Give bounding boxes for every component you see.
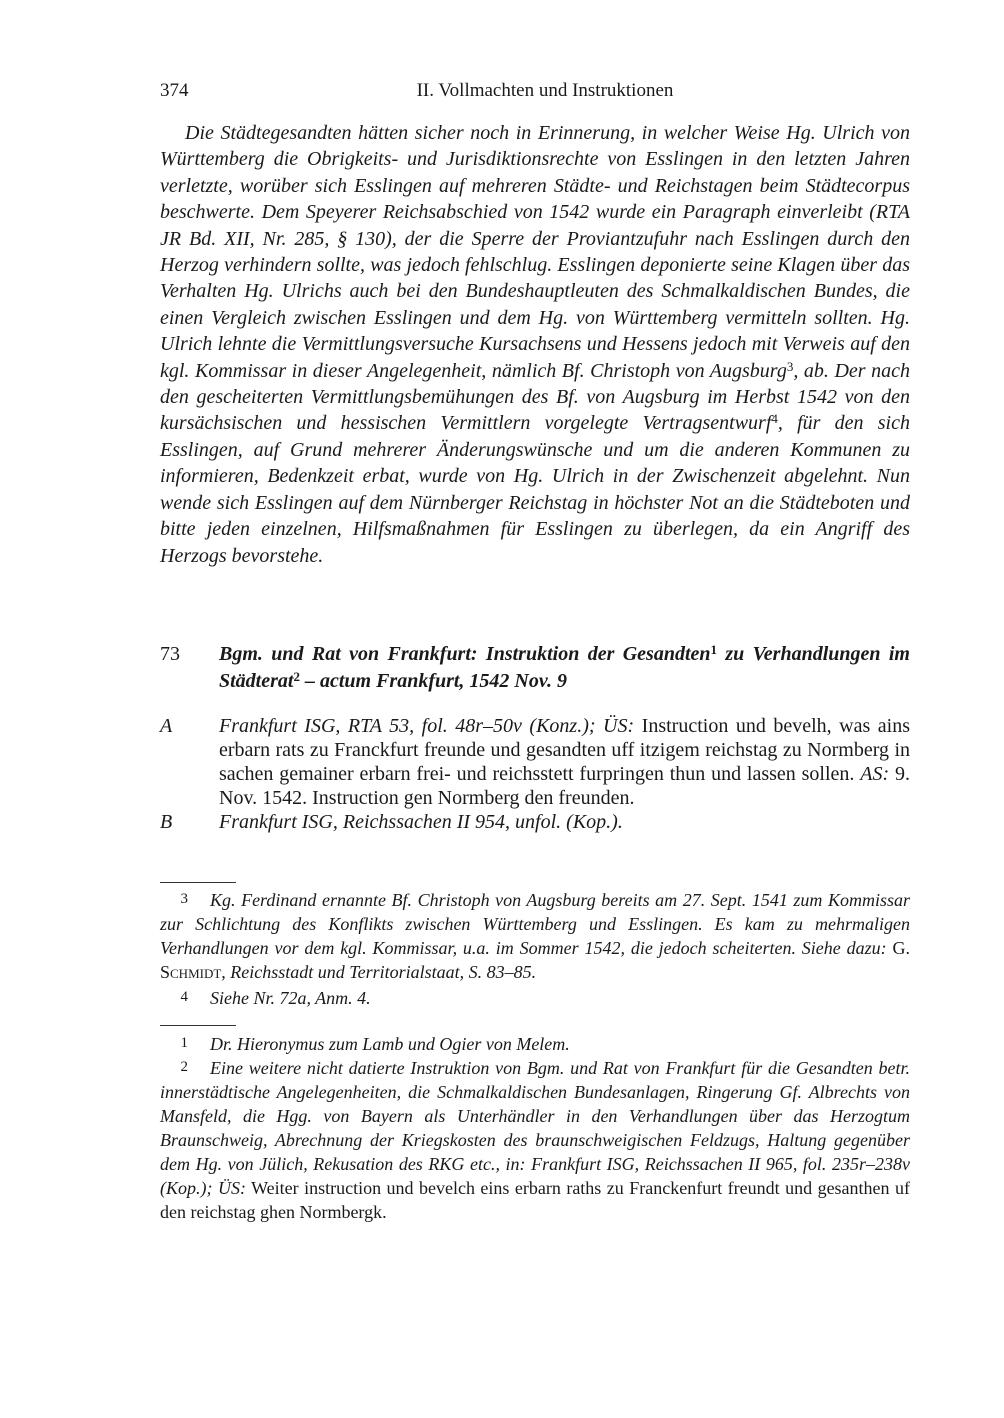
document-heading <box>160 641 910 695</box>
source-a-location: Frankfurt ISG, RTA 53, fol. 48r–50v (Konz.); ÜS: <box>219 715 635 737</box>
source-a-archive-note: 9. Nov. 1542. Instruction gen Normberg den freunden. <box>219 763 910 809</box>
source-siglum-b: B <box>160 811 173 833</box>
footnote-ref-3[interactable]: 3 <box>786 358 794 374</box>
running-title: II. Vollmachten und Instruktionen <box>416 80 674 101</box>
footnote-3 <box>160 887 910 984</box>
footnote-rule-document <box>160 1025 236 1026</box>
footnote-1 <box>160 1031 910 1056</box>
footnote-3-author: G. Schmidt <box>160 938 910 982</box>
footnote-1-mark: 1 <box>180 1035 188 1051</box>
footnote-rule <box>160 882 236 883</box>
summary-paragraph <box>160 120 910 569</box>
footnote-ref-1[interactable]: 1 <box>710 642 718 657</box>
footnote-3-text: Kg. Ferdinand ernannte Bf. Christoph von Augsburg bereits am 27. Sept. 1541 zum Kommissar zur Schlichtung des Konflikts zwischen Württemberg und Esslingen. Es kam zu mehrmaligen Verhandlungen vor dem kgl. Kommissar, u.a. im Sommer 1542, die jedoch scheiterten. Siehe dazu: <box>160 890 910 958</box>
source-b-location: Frankfurt ISG, Reichssachen II 954, unfol. (Kop.). <box>219 811 623 833</box>
footnote-2-heading-text: Weiter instruction und bevelch eins erbarn raths zu Franckenfurt freundt und gesanthen uf den reichstag ghen Normbergk. <box>160 1178 910 1222</box>
footnote-ref-2[interactable]: 2 <box>293 669 300 684</box>
source-b-text <box>219 810 910 834</box>
source-siglum-a: A <box>160 715 173 737</box>
document-title <box>219 641 910 695</box>
page-number: 374 <box>160 80 189 101</box>
footnote-1-text: Dr. Hieronymus zum Lamb und Ogier von Melem. <box>210 1034 570 1054</box>
document-title-part-1: Bgm. und Rat von Frankfurt: Instruktion der Gesandten <box>219 643 711 665</box>
source-a <box>160 714 910 810</box>
summary-text-2: , ab. Der nach den gescheiterten Vermittlungsbemühungen des Bf. von Augsburg im Herbst 1542 von den kursächsischen und hessischen Vermittlern vorgelegte Vertragsentwurf <box>160 359 910 435</box>
summary-text-3: , für den sich Esslingen, auf Grund mehrerer Änderungswünsche und um die anderen Kommunen zu informieren, Bedenkzeit erbat, wurde von Hg. Ulrich in der Zwischenzeit abgelehnt. Nun wende sich Esslingen auf dem Nürnberger Reichstag in höchster Not an die Städteboten und bitte jeden einzelnen, Hilfsmaßnahmen für Esslingen zu überlegen, da ein Angriff des Herzogs bevorstehe. <box>160 412 910 567</box>
footnote-2 <box>160 1055 910 1224</box>
document-title-part-3: – actum Frankfurt, 1542 Nov. 9 <box>299 670 568 692</box>
source-a-heading-text: Instruction und bevelh, was ains erbarn rats zu Franckfurt freunde und gesandten uff itzigem reichstag zu Normberg in sachen gemainer erbarn frei- und reichsstett furpringen thun und lassen sollen. <box>219 715 910 785</box>
source-a-as-label: AS: <box>860 763 890 785</box>
document-number: 73 <box>160 643 180 665</box>
document-title-part-2: zu Verhandlungen im Städterat <box>219 643 910 692</box>
footnote-3-tail: , Reichsstadt und Territorialstaat, S. 83–85. <box>221 962 537 982</box>
footnote-2-text: Eine weitere nicht datierte Instruktion von Bgm. und Rat von Frankfurt für die Gesandten betr. innerstädtische Angelegenheiten, die Schmalkaldischen Bundesanlagen, Ringerung Gf. Albrechts von Mansfeld, die Hgg. von Bayern als Unterhändler in den Verhandlungen über das Herzogtum Braunschweig, Abrechnung der Kriegskosten des braunschweigischen Feldzugs, Haltung gegenüber dem Hg. von Jülich, Rekusation des RKG etc., in: Frankfurt ISG, Reichssachen II 965, fol. 235r–238v (Kop.); ÜS: <box>160 1058 910 1198</box>
source-a-text <box>219 714 910 810</box>
source-b <box>160 810 910 834</box>
summary-text-1: Die Städtegesandten hätten sicher noch in Erinnerung, in welcher Weise Hg. Ulrich von Württemberg die Obrigkeits- und Jurisdiktionsrechte von Esslingen in den letzten Jahren verletzte, worüber sich Esslingen auf mehreren Städte- und Reichstagen beim Städtecorpus beschwerte. Dem Speyerer Reichsabschied von 1542 wurde ein Paragraph einverleibt (RTA JR Bd. XII, Nr. 285, § 130), der die Sperre der Proviantzufuhr nach Esslingen durch den Herzog verhindern sollte, was jedoch fehlschlug. Esslingen deponierte seine Klagen über das Verhalten Hg. Ulrichs auch bei den Bundeshauptleuten des Schmalkaldischen Bundes, die einen Vergleich zwischen Esslingen und dem Hg. von Württemberg vermitteln sollten. Hg. Ulrich lehnte die Vermittlungsversuche Kursachsens und Hessens jedoch mit Verweis auf den kgl. Kommissar in dieser Angelegenheit, nämlich Bf. Christoph von Augsburg <box>160 122 910 382</box>
footnote-3-mark: 3 <box>180 891 188 907</box>
footnote-4-text: Siehe Nr. 72a, Anm. 4. <box>210 988 371 1008</box>
footnote-ref-4[interactable]: 4 <box>771 411 778 427</box>
page-header <box>160 80 910 106</box>
footnote-4 <box>160 985 910 1010</box>
footnote-4-mark: 4 <box>180 989 188 1005</box>
footnote-2-mark: 2 <box>180 1059 188 1075</box>
